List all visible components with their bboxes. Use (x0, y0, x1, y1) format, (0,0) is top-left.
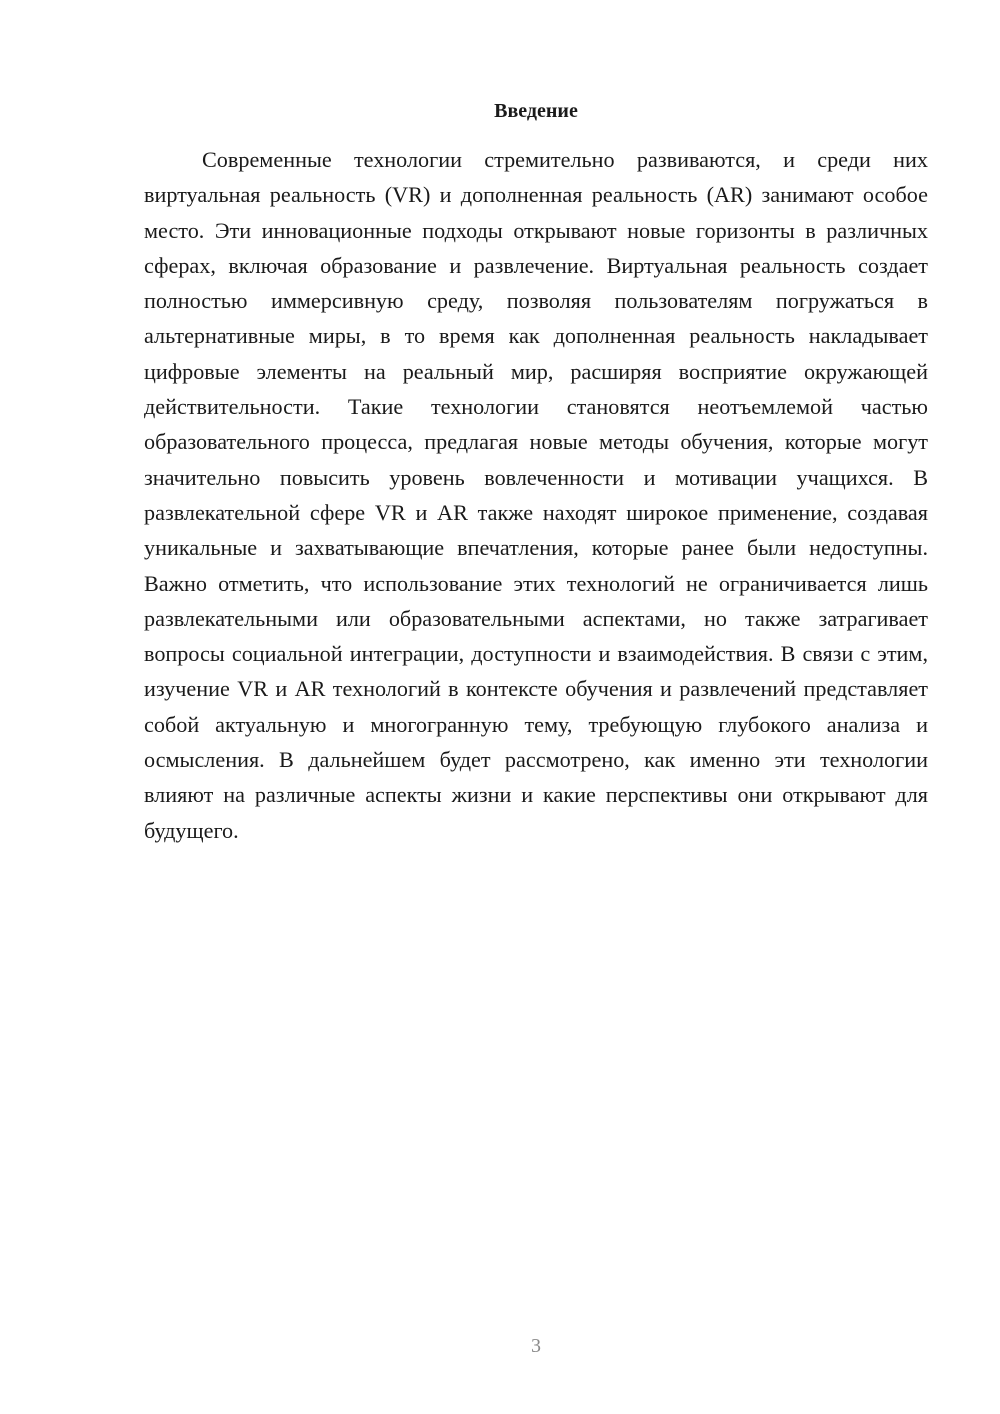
page-number: 3 (531, 1335, 541, 1357)
body-paragraph: Современные технологии стремительно развиваются, и среди них виртуальная реальность (VR) и дополненная реальность (AR) занимают особое место. Эти инновационные подходы открывают новые горизонты в различных сферах, включая образование и развлечение. Виртуальная реальность создает полностью иммерсивную среду, позволяя пользователям погружаться в альтернативные миры, в то время как дополненная реальность накладывает цифровые элементы на реальный мир, расширяя восприятие окружающей действительности. Такие технологии становятся неотъемлемой частью образовательного процесса, предлагая новые методы обучения, которые могут значительно повысить уровень вовлеченности и мотивации учащихся. В развлекательной сфере VR и AR также находят широкое применение, создавая уникальные и захватывающие впечатления, которые ранее были недоступны. Важно отметить, что использование этих технологий не ограничивается лишь развлекательными или образовательными аспектами, но также затрагивает вопросы социальной интеграции, доступности и взаимодействия. В связи с этим, изучение VR и AR технологий в контексте обучения и развлечений представляет собой актуальную и многогранную тему, требующую глубокого анализа и осмысления. В дальнейшем будет рассмотрено, как именно эти технологии влияют на различные аспекты жизни и какие перспективы они открывают для будущего. (144, 147, 928, 843)
section-heading: Введение (494, 100, 578, 122)
